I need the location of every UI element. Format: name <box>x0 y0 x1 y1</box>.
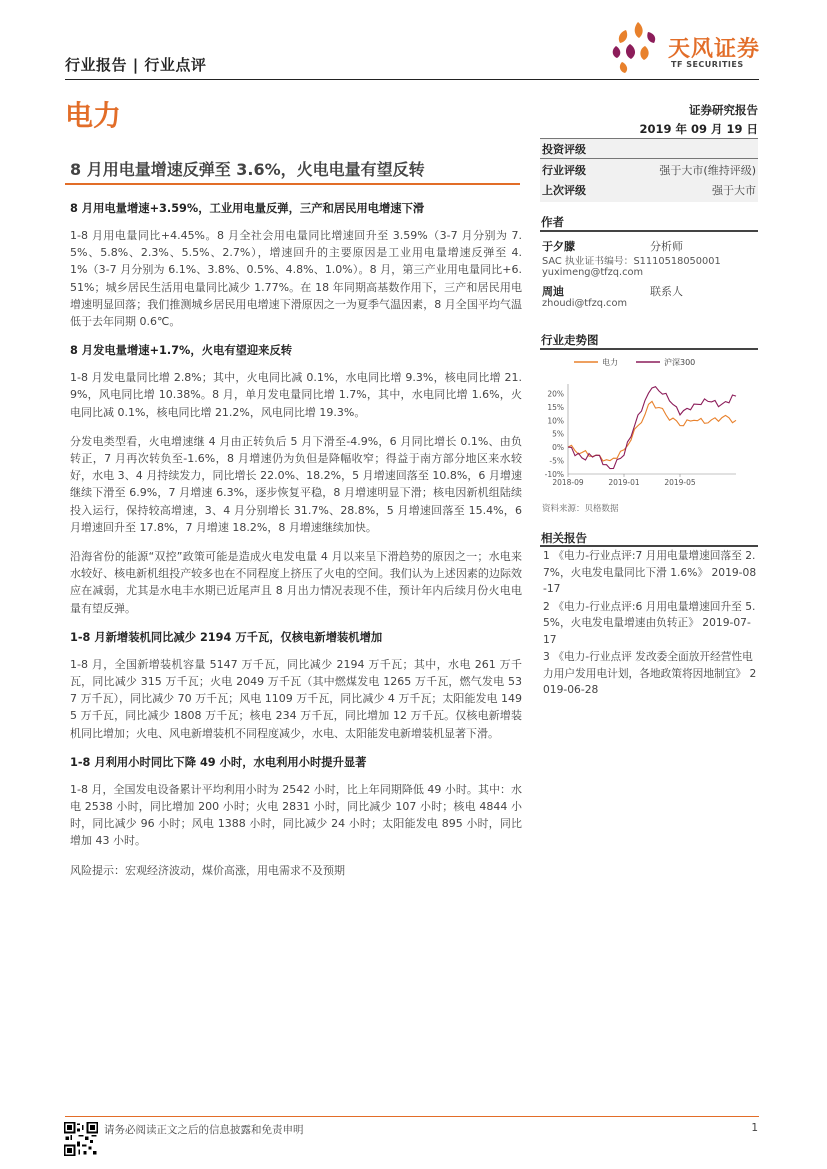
qr-code-icon <box>64 1122 98 1156</box>
y-tick-label: 10% <box>547 416 564 426</box>
section-heading: 8 月发电量增速+1.7%，火电有望迎来反转 <box>70 344 293 358</box>
title-underline <box>65 183 520 185</box>
report-date: 2019 年 09 月 19 日 <box>639 122 758 136</box>
related-reports-title: 相关报告 <box>541 531 587 545</box>
header-divider <box>65 79 759 80</box>
sidebar-divider <box>540 158 758 159</box>
industry-trend-chart <box>540 352 758 492</box>
y-tick-label: -10% <box>544 470 564 479</box>
series-line-1 <box>568 401 736 461</box>
legend-label: 电力 <box>602 358 618 367</box>
industry-rating-label: 行业评级 <box>542 164 586 177</box>
related-divider <box>540 545 758 547</box>
section-paragraph: 1-8 月用电量同比+4.45%。8 月全社会用电量同比增速回升至 3.59%（3-7 月分别为 7.5%、5.8%、2.3%、5.5%、2.7%），增速回升的主要原因是工业用电量增速反弹至 4.1%（3-7 月分别为 6.1%、3.8%、0.5%、4.8%、1.0%）。8 月，第三产业用电量同比+6.51%；城乡居民生活用电量同比减少 1.77%。在 18 年同期高基数作用下，三产和居民用电增速明显回落；我们推测城乡居民用电增速下滑原因之一为夏季气温因素，8 月全国平均气温低于去年同期 0.6℃。 <box>70 229 522 329</box>
section-heading: 1-8 月利用小时同比下降 49 小时，水电利用小时提升显著 <box>70 755 367 769</box>
author-role: 联系人 <box>650 285 683 298</box>
author-email[interactable]: yuximeng@tfzq.com <box>542 267 644 278</box>
x-tick-label: 2018-09 <box>552 478 584 487</box>
author-name: 周迪 <box>542 285 564 298</box>
section-heading: 8 月用电量增速+3.59%，工业用电量反弹，三产和居民用电增速下滑 <box>70 202 425 215</box>
report-category: 行业报告 | 行业点评 <box>65 56 207 74</box>
related-report-link[interactable]: 2 《电力-行业点评:6 月用电量增速回升至 5.5%，火电发电量增速由负转正》 2019-07-17 <box>543 599 756 646</box>
industry-rating-value: 强于大市(维持评级) <box>659 164 756 177</box>
section-paragraph: 沿海省份的能源“双控”政策可能是造成火电发电量 4 月以来呈下滑趋势的原因之一；水电来水较好、核电新机组投产较多也在不同程度上挤压了火电的空间。我们认为上述因素的边际效应在减弱，尤其是水电丰水期已近尾声且 8 月出力情况表现不佳，预计年内后续月份火电电量有望反弹。 <box>70 550 522 615</box>
footer-divider <box>65 1116 759 1117</box>
y-tick-label: 20% <box>547 389 564 399</box>
page-number: 1 <box>751 1122 758 1134</box>
related-report-link[interactable]: 1 《电力-行业点评:7 月用电量增速回落至 2.7%，火电发电量同比下滑 1.6%》 2019-08-17 <box>543 549 757 595</box>
section-paragraph: 1-8 月，全国新增装机容量 5147 万千瓦，同比减少 2194 万千瓦；其中，水电 261 万千瓦，同比减少 315 万千瓦；火电 2049 万千瓦（其中燃煤发电 1265 万千瓦，燃气发电 537 万千瓦），同比减少 70 万千瓦；风电 1109 万千瓦，同比减少 4 万千瓦；太阳能发电 1495 万千瓦，同比减少 1808 万千瓦；核电 234 万千瓦，同比增加 12 万千瓦。仅核电新增装机同比增加；火电、风电新增装机不同程度减少，水电、太阳能发电新增装机显著下滑。 <box>70 657 522 740</box>
previous-rating-label: 上次评级 <box>542 184 586 197</box>
sidebar-divider <box>540 138 758 139</box>
report-body <box>70 200 522 879</box>
series-line-2 <box>568 387 736 469</box>
chart-source: 资料来源：贝格数据 <box>542 504 619 514</box>
author-license: SAC 执业证书编号：S1110518050001 <box>542 256 721 267</box>
disclaimer-note: 请务必阅读正文之后的信息披露和免责申明 <box>104 1124 304 1136</box>
related-reports-list <box>543 548 757 700</box>
logo-wordmark-cn: 天风证券 <box>668 37 761 62</box>
risk-warning: 风险提示：宏观经济波动，煤价高涨，用电需求不及预期 <box>70 863 345 877</box>
author-email[interactable]: zhoudi@tfzq.com <box>542 298 627 309</box>
y-tick-label: -5% <box>549 456 564 466</box>
x-tick-label: 2019-01 <box>608 478 640 487</box>
logo-wordmark-en: TF SECURITIES <box>671 60 744 69</box>
section-paragraph: 1-8 月发电量同比增 2.8%；其中，火电同比减 0.1%，水电同比增 9.3%，核电同比增 21.9%，风电同比增 10.38%。8 月，单月发电量同比增 1.7%，其中，水电同比增 1.6%，火电同比减 0.1%，核电同比增 21.2%，风电同比增 19.3%。 <box>70 371 522 419</box>
rating-section-title: 投资评级 <box>542 143 586 156</box>
y-tick-label: 0% <box>552 443 564 453</box>
section-paragraph: 分发电类型看，火电增速继 4 月由正转负后 5 月下滑至-4.9%，6 月同比增长 0.1%、由负转正，7 月再次转负至-1.6%，8 月增速仍为负但是降幅收窄；得益于南方部分地区来水较好，水电 3、4 月持续发力，同比增长 22.0%、18.2%，5 月增速回落至 10.8%，6 月增速继续下滑至 6.9%，7 月增速 6.3%，逐步恢复平稳，8 月增速明显下滑；核电因新机组陆续投入运行，保持较高增速，3、4 月分别增长 31.7%、28.8%，5 月增速回落至 15.4%，6 月增速回升至 17.8%，7 月增速 18.2%，8 月增速继续加快。 <box>70 434 522 534</box>
report-type: 证券研究报告 <box>689 103 758 117</box>
authors-divider <box>540 230 758 232</box>
previous-rating-value: 强于大市 <box>712 184 756 197</box>
authors-section-title: 作者 <box>541 215 564 229</box>
author-name: 于夕朦 <box>542 240 575 253</box>
trend-chart-title: 行业走势图 <box>541 333 599 347</box>
y-tick-label: 15% <box>547 402 564 412</box>
author-role: 分析师 <box>650 240 683 253</box>
related-report-link[interactable]: 3 《电力-行业点评 发改委全面放开经营性电力用户发用电计划，各地政策将因地制宜》 2019-06-28 <box>543 650 757 696</box>
report-title: 8 月用电量增速反弹至 3.6%，火电电量有望反转 <box>70 160 425 179</box>
section-paragraph: 1-8 月，全国发电设备累计平均利用小时为 2542 小时，比上年同期降低 49 小时。其中：水电 2538 小时，同比增加 200 小时；火电 2831 小时，同比减少 107 小时；核电 4844 小时，同比减少 96 小时；风电 1388 小时，同比减少 24 小时；太阳能发电 895 小时，同比增加 43 小时。 <box>70 782 522 848</box>
legend-label: 沪深300 <box>664 358 696 367</box>
y-tick-label: 5% <box>552 429 564 439</box>
chart-divider <box>540 348 758 350</box>
section-heading: 1-8 月新增装机同比减少 2194 万千瓦，仅核电新增装机增加 <box>70 630 383 644</box>
industry-title: 电力 <box>65 99 122 132</box>
x-tick-label: 2019-05 <box>664 478 696 487</box>
